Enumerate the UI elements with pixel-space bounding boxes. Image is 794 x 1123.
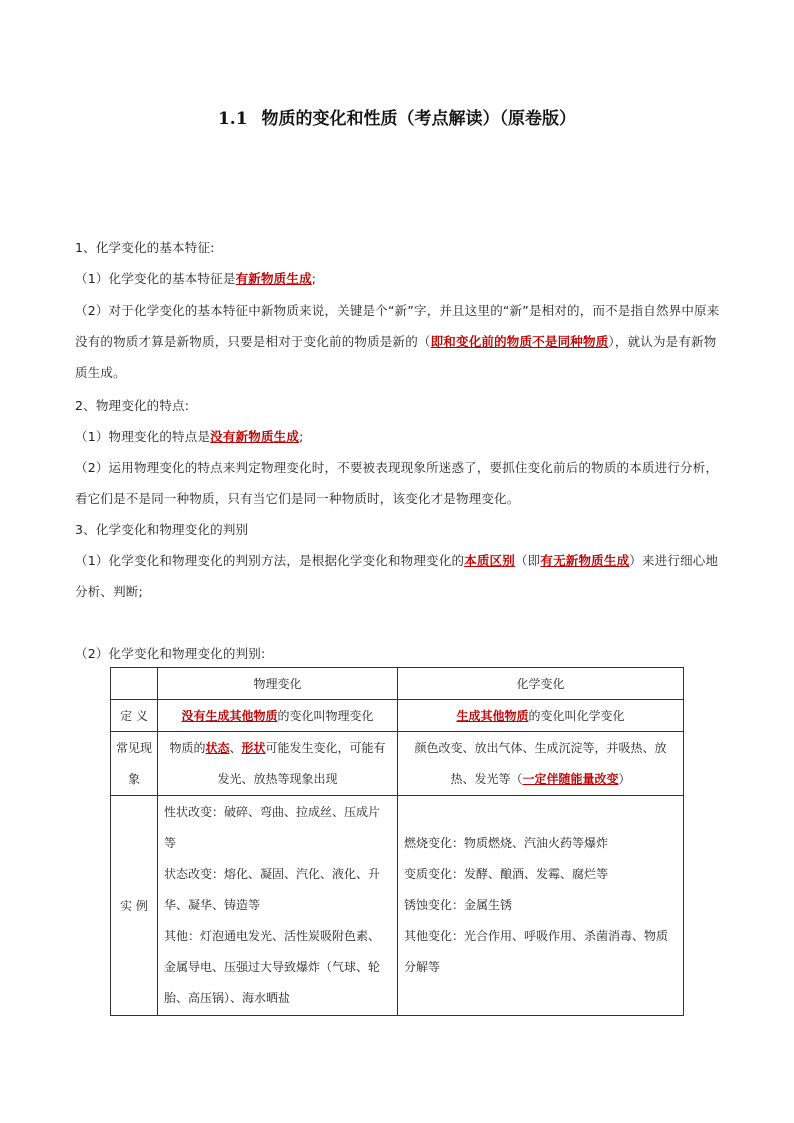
text: 颜色改变、放出气体、生成沉淀等，并吸热、放热、发光等（ bbox=[414, 740, 667, 786]
text: ）来进行细心地分析、判断; bbox=[75, 553, 719, 599]
title-text: 物质的变化和性质（考点解读）（原卷版） bbox=[261, 109, 577, 129]
text: （1）化学变化的基本特征是 bbox=[75, 271, 236, 286]
title-number: 1.1 bbox=[217, 109, 248, 129]
highlight-text: 一定伴随能量改变 bbox=[522, 771, 619, 786]
text: ） bbox=[618, 771, 631, 786]
section-1-heading: 1、化学变化的基本特征: bbox=[75, 240, 215, 255]
text: 的变化叫物理变化 bbox=[277, 709, 374, 723]
examples-chemical bbox=[398, 796, 684, 1016]
highlight-text: 状态 bbox=[205, 740, 230, 755]
example-item: 其他变化：光合作用、呼吸作用、杀菌消毒、物质分解等 bbox=[404, 929, 669, 974]
highlight-text: 有无新物质生成 bbox=[540, 553, 630, 568]
section-2-heading: 2、物理变化的特点: bbox=[75, 398, 190, 413]
text: ; bbox=[311, 271, 317, 286]
text: ; bbox=[299, 429, 304, 444]
section-1-point-1 bbox=[75, 263, 723, 294]
highlight-text: 没有生成其他物质 bbox=[181, 709, 278, 723]
highlight-text: 有新物质生成 bbox=[235, 271, 312, 286]
examples-row bbox=[111, 796, 684, 1016]
highlight-text: 生成其他物质 bbox=[456, 709, 529, 723]
section-2-point-2: （2）运用物理变化的特点来判定物理变化时，不要被表现现象所迷惑了，要抓住变化前后的物质的本质进行分析，看它们是不是同一种物质，只有当它们是同一种物质时，该变化才是物理变化。 bbox=[75, 460, 719, 506]
phenomena-label: 常见现象 bbox=[111, 732, 158, 796]
example-item: 变质变化：发酵、酿酒、发霉、腐烂等 bbox=[404, 867, 609, 881]
definition-label: 定 义 bbox=[111, 700, 158, 732]
highlight-text: 本质区别 bbox=[464, 553, 515, 568]
phenomena-chemical bbox=[398, 732, 684, 796]
section-1-point-2 bbox=[75, 295, 723, 388]
text: （1）化学变化和物理变化的判别方法，是根据化学变化和物理变化的 bbox=[75, 553, 465, 568]
phenomena-row bbox=[111, 732, 684, 796]
page-title bbox=[0, 104, 794, 129]
example-item: 性状改变：破碎、弯曲、拉成丝、压成片等 bbox=[164, 805, 381, 850]
table-corner-cell bbox=[111, 668, 158, 700]
header-chemical: 化学变化 bbox=[398, 668, 684, 700]
text: （1）物理变化的特点是 bbox=[75, 429, 211, 444]
text: 的变化叫化学变化 bbox=[528, 709, 625, 723]
text: ），就认为是有新物质生成。 bbox=[75, 334, 717, 380]
text: （即 bbox=[514, 553, 541, 568]
definition-row bbox=[111, 700, 684, 732]
header-physical: 物理变化 bbox=[158, 668, 398, 700]
example-item: 其他：灯泡通电发光、活性炭吸附色素、金属导电、压强过大导致爆炸（气球、轮胎、高压锅）、海水晒盐 bbox=[164, 929, 381, 1005]
definition-chemical bbox=[398, 700, 684, 732]
text: 、 bbox=[229, 740, 242, 755]
comparison-table bbox=[110, 667, 684, 1016]
section-3-point-2: （2）化学变化和物理变化的判别: bbox=[75, 646, 266, 661]
example-item: 锈蚀变化：金属生锈 bbox=[404, 898, 513, 912]
examples-label: 实 例 bbox=[111, 796, 158, 1016]
highlight-text: 即和变化前的物质不是同种物质 bbox=[430, 334, 609, 349]
example-item: 燃烧变化：物质燃烧、汽油火药等爆炸 bbox=[404, 836, 609, 850]
examples-physical bbox=[158, 796, 398, 1016]
section-3-heading: 3、化学变化和物理变化的判别 bbox=[75, 522, 249, 537]
table-header-row bbox=[111, 668, 684, 700]
definition-physical bbox=[158, 700, 398, 732]
text: （2）对于化学变化的基本特征中新物质来说，关键是个“新”字，并且这里的“新”是相对的，而不是指自然界中原来没有的物质才算是新物质，只要是相对于变化前的物质是新的（ bbox=[75, 303, 720, 349]
section-2-point-1 bbox=[75, 421, 723, 452]
example-item: 状态改变：熔化、凝固、汽化、液化、升华、凝华、铸造等 bbox=[164, 867, 381, 912]
section-3-point-1 bbox=[75, 545, 723, 607]
highlight-text: 没有新物质生成 bbox=[210, 429, 300, 444]
text: 可能发生变化，可能有发光、放热等现象出现 bbox=[217, 740, 386, 786]
phenomena-physical bbox=[158, 732, 398, 796]
text: 物质的 bbox=[169, 740, 206, 755]
highlight-text: 形状 bbox=[241, 740, 266, 755]
